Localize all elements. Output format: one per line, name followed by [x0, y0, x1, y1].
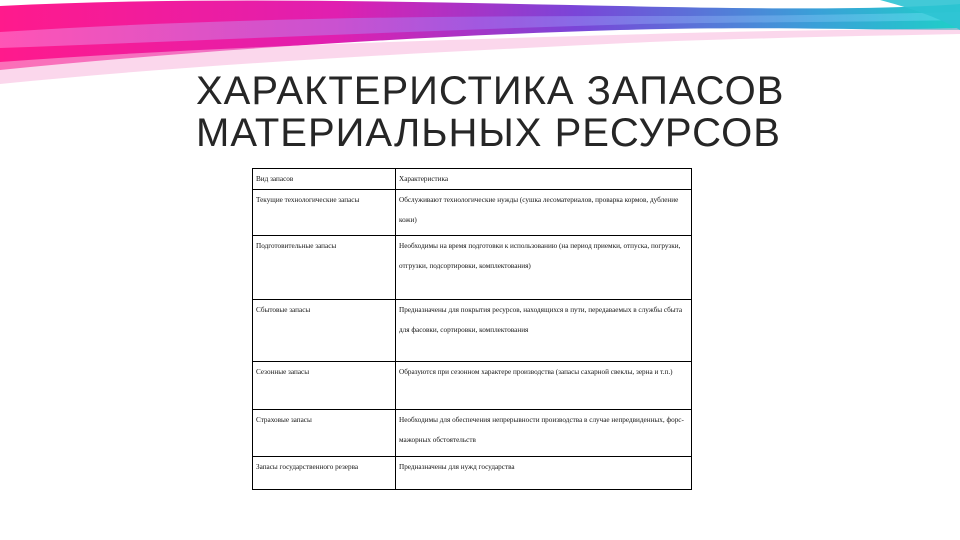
table-row [253, 410, 692, 457]
table-row [253, 457, 692, 490]
table-cell-desc: Образуются при сезонном характере производства (запасы сахарной свеклы, зерна и т.п.) [396, 362, 692, 410]
slide-title [196, 70, 796, 154]
slide-title-line-2: МАТЕРИАЛЬНЫХ РЕСУРСОВ [196, 111, 781, 155]
table-cell-type: Сбытовые запасы [253, 300, 396, 362]
table-row [253, 362, 692, 410]
table-row [253, 190, 692, 236]
table-cell-type: Страховые запасы [253, 410, 396, 457]
table-cell-desc: Необходимы для обеспечения непрерывности производства в случае непредвиденных, форс-мажорных обстоятельств [396, 410, 692, 457]
table-cell-desc: Предназначены для покрытия ресурсов, находящихся в пути, передаваемых в службы сбыта для фасовки, сортировки, комплектования [396, 300, 692, 362]
table-cell-desc: Обслуживают технологические нужды (сушка лесоматериалов, проварка кормов, дубление кожи) [396, 190, 692, 236]
table-cell-desc: Необходимы на время подготовки к использованию (на период приемки, отпуска, погрузки, отгрузки, подсортировки, комплектования) [396, 236, 692, 300]
slide-title-line-1: ХАРАКТЕРИСТИКА ЗАПАСОВ [196, 69, 785, 113]
table-cell-type: Сезонные запасы [253, 362, 396, 410]
table-cell-type: Запасы государственного резерва [253, 457, 396, 490]
table-row [253, 300, 692, 362]
reserves-table [252, 168, 692, 490]
table-cell-type: Подготовительные запасы [253, 236, 396, 300]
table-header-cell: Характеристика [396, 169, 692, 190]
table-cell-type: Текущие технологические запасы [253, 190, 396, 236]
table-cell-desc: Предназначены для нужд государства [396, 457, 692, 490]
table-header-cell: Вид запасов [253, 169, 396, 190]
table-row [253, 236, 692, 300]
table-header-row [253, 169, 692, 190]
